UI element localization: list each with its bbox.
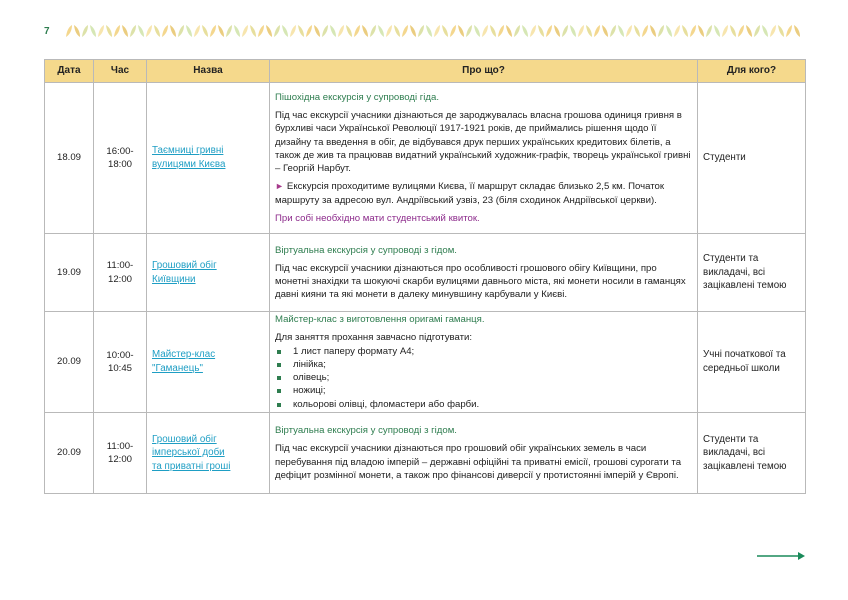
leaf-ornament: [210, 25, 216, 37]
table-row: [45, 83, 806, 234]
leaf-ornament: [138, 25, 144, 37]
leaf-ornament: [482, 25, 488, 37]
materials-list: [275, 345, 692, 411]
requirement-note: При собі необхідно мати студентський квиток.: [275, 212, 480, 224]
leaf-ornament: [674, 25, 680, 37]
leaf-ornament: [698, 25, 704, 37]
leaf-ornament: [402, 25, 408, 37]
leaf-ornament: [522, 25, 528, 37]
table-row: [45, 312, 806, 413]
leaf-ornament: [738, 25, 744, 37]
leaf-ornament: [66, 25, 72, 37]
leaf-ornament: [178, 25, 184, 37]
leaf-ornament: [186, 25, 192, 37]
event-format: Майстер-клас з виготовлення оригамі гаманця.: [275, 314, 485, 326]
event-link[interactable]: Майстер-клас "Гаманець": [152, 349, 216, 374]
leaf-ornament: [322, 25, 328, 37]
list-item: кольорові олівці, фломастери або фарби.: [275, 398, 692, 411]
next-page-arrow-icon[interactable]: [757, 551, 805, 561]
column-header-name: Назва: [147, 60, 270, 83]
leaf-ornament: [98, 25, 104, 37]
leaf-ornament: [314, 25, 320, 37]
leaf-ornament: [506, 25, 512, 37]
leaf-ornament: [282, 25, 288, 37]
leaf-ornament: [226, 25, 232, 37]
list-item: ножиці;: [275, 384, 692, 397]
event-audience: Студенти та викладачі, всі зацікавлені темою: [698, 234, 806, 312]
leaf-ornament: [746, 25, 752, 37]
leaf-ornament: [786, 25, 792, 37]
leaf-ornament: [666, 25, 672, 37]
leaf-ornament: [466, 25, 472, 37]
leaf-ornament: [578, 25, 584, 37]
leaf-ornament: [330, 25, 336, 37]
leaf-ornament: [346, 25, 352, 37]
leaf-ornament: [250, 25, 256, 37]
event-description: [270, 413, 698, 494]
leaf-ornament: [154, 25, 160, 37]
leaf-ornament: [690, 25, 696, 37]
leaf-ornament: [82, 25, 88, 37]
event-format: Пішохідна екскурсія у супроводі гіда.: [275, 91, 439, 103]
leaf-ornament: [114, 25, 120, 37]
event-time: 16:00- 18:00: [94, 83, 147, 234]
leaf-ornament: [610, 25, 616, 37]
leaf-ornament: [634, 25, 640, 37]
leaf-ornament: [626, 25, 632, 37]
event-paragraph: Під час екскурсії учасники дізнаються про особливості грошового обігу Київщини, про монетні знахідки та шокуючі скарби вулицями давнього міста, які монети носили в гаманцях давні кияни та які монети в далеку минувшину карбували у Києві.: [275, 262, 686, 301]
leaf-ornament: [514, 25, 520, 37]
leaf-ornament: [530, 25, 536, 37]
table-row: [45, 234, 806, 312]
list-item: лінійка;: [275, 358, 692, 371]
column-header-about: Про що?: [270, 60, 698, 83]
leaf-ornament: [562, 25, 568, 37]
leaf-ornament: [306, 25, 312, 37]
leaf-ornament: [74, 25, 80, 37]
leaf-ornament: [242, 25, 248, 37]
leaf-ornament: [618, 25, 624, 37]
leaf-ornament: [386, 25, 392, 37]
event-audience: Учні початкової та середньої школи: [698, 312, 806, 413]
leaf-ornament: [778, 25, 784, 37]
leaf-ornament: [426, 25, 432, 37]
event-format: Віртуальна екскурсія у супроводі з гідом.: [275, 244, 457, 256]
event-time: 11:00- 12:00: [94, 413, 147, 494]
leaf-ornament: [290, 25, 296, 37]
event-link[interactable]: Грошовий обіг Київщини: [152, 259, 217, 285]
leaf-ornament: [370, 25, 376, 37]
leaf-ornament: [770, 25, 776, 37]
leaf-ornament: [730, 25, 736, 37]
leaf-ornament: [90, 25, 96, 37]
leaf-ornament: [442, 25, 448, 37]
event-date: 19.09: [45, 234, 94, 312]
event-paragraph: Під час екскурсії учасники дізнаються про грошовий обіг українських земель в часи перебування під владою імперій – державні офіційні та приватні емісії, грошові сурогати та дефіцит розмінної монети, а також про фінансові диверсії у протистоянні імперій у Європі.: [275, 443, 682, 481]
leaf-ornament: [474, 25, 480, 37]
leaf-ornament: [274, 25, 280, 37]
table-row: [45, 413, 806, 494]
leaf-ornament: [594, 25, 600, 37]
event-description: [270, 234, 698, 312]
column-header-time: Час: [94, 60, 147, 83]
leaf-ornament: [410, 25, 416, 37]
event-format: Віртуальна екскурсія у супроводі з гідом.: [275, 425, 457, 437]
leaf-ornament: [498, 25, 504, 37]
route-text: Екскурсія проходитиме вулицями Києва, її маршрут складає близько 2,5 км. Початок маршруту за адресою вул. Андріївський узвіз, 23 (біля сходинок Андріївської церкви).: [275, 181, 665, 206]
event-time: 10:00- 10:45: [94, 312, 147, 413]
leaf-ornament: [202, 25, 208, 37]
event-link[interactable]: Таємниці гривні вулицями Києва: [152, 145, 226, 170]
column-header-date: Дата: [45, 60, 94, 83]
leaf-ornament: [194, 25, 200, 37]
event-description: [270, 83, 698, 234]
leaf-ornament: [234, 25, 240, 37]
leaf-ornament: [146, 25, 152, 37]
leaf-ornament: [170, 25, 176, 37]
leaf-ornament: [706, 25, 712, 37]
event-date: 20.09: [45, 413, 94, 494]
schedule-table: [44, 59, 806, 494]
list-item: 1 лист паперу формату А4;: [275, 345, 692, 358]
leaf-ornament: [298, 25, 304, 37]
leaf-ornament: [450, 25, 456, 37]
leaf-ornament: [434, 25, 440, 37]
leaf-ornament: [722, 25, 728, 37]
leaf-ornament: [394, 25, 400, 37]
event-date: 20.09: [45, 312, 94, 413]
leaf-ornament: [538, 25, 544, 37]
leaf-ornament: [546, 25, 552, 37]
leaf-ornament: [418, 25, 424, 37]
materials-intro: Для заняття прохання завчасно підготувати:: [275, 332, 473, 344]
leaf-ornament: [122, 25, 128, 37]
leaf-ornament: [362, 25, 368, 37]
table-header-row: [45, 60, 806, 83]
list-item: олівець;: [275, 371, 692, 384]
leaf-ornament: [458, 25, 464, 37]
leaf-ornament: [762, 25, 768, 37]
leaf-ornament: [218, 25, 224, 37]
leaf-ornament: [162, 25, 168, 37]
page-number: 7: [44, 26, 50, 37]
leaf-ornament: [658, 25, 664, 37]
leaf-ornament: [338, 25, 344, 37]
event-link[interactable]: Грошовий обіг імперської доби та приватні гроші: [152, 433, 231, 472]
triangle-bullet-icon: ►: [275, 181, 284, 192]
event-audience: Студенти: [698, 83, 806, 234]
leaf-ornament: [554, 25, 560, 37]
event-audience: Студенти та викладачі, всі зацікавлені темою: [698, 413, 806, 494]
leaf-ornament: [586, 25, 592, 37]
decorative-leaf-border: [64, 24, 800, 38]
leaf-ornament: [642, 25, 648, 37]
leaf-ornament: [106, 25, 112, 37]
leaf-ornament: [650, 25, 656, 37]
leaf-ornament: [714, 25, 720, 37]
column-header-audience: Для кого?: [698, 60, 806, 83]
leaf-ornament: [354, 25, 360, 37]
leaf-ornament: [130, 25, 136, 37]
event-date: 18.09: [45, 83, 94, 234]
event-time: 11:00- 12:00: [94, 234, 147, 312]
leaf-ornament: [682, 25, 688, 37]
leaf-ornament: [490, 25, 496, 37]
leaf-ornament: [570, 25, 576, 37]
leaf-ornament: [378, 25, 384, 37]
leaf-ornament: [794, 25, 800, 37]
event-paragraph: Під час екскурсії учасники дізнаються де зароджувалась власна грошова одиниця гривня в бурхливі часи Української Революції 1917-1921 років, де приймались рішення щодо її дизайну та введення в обіг, де відбувався друк перших українських кредитових білетів, а також де жив та працював видатний український художник-графік, творець української гривні – Георгій Нарбут.: [275, 110, 691, 175]
leaf-ornament: [754, 25, 760, 37]
leaf-ornament: [258, 25, 264, 37]
leaf-ornament: [266, 25, 272, 37]
leaf-ornament: [602, 25, 608, 37]
event-description: [270, 312, 698, 413]
